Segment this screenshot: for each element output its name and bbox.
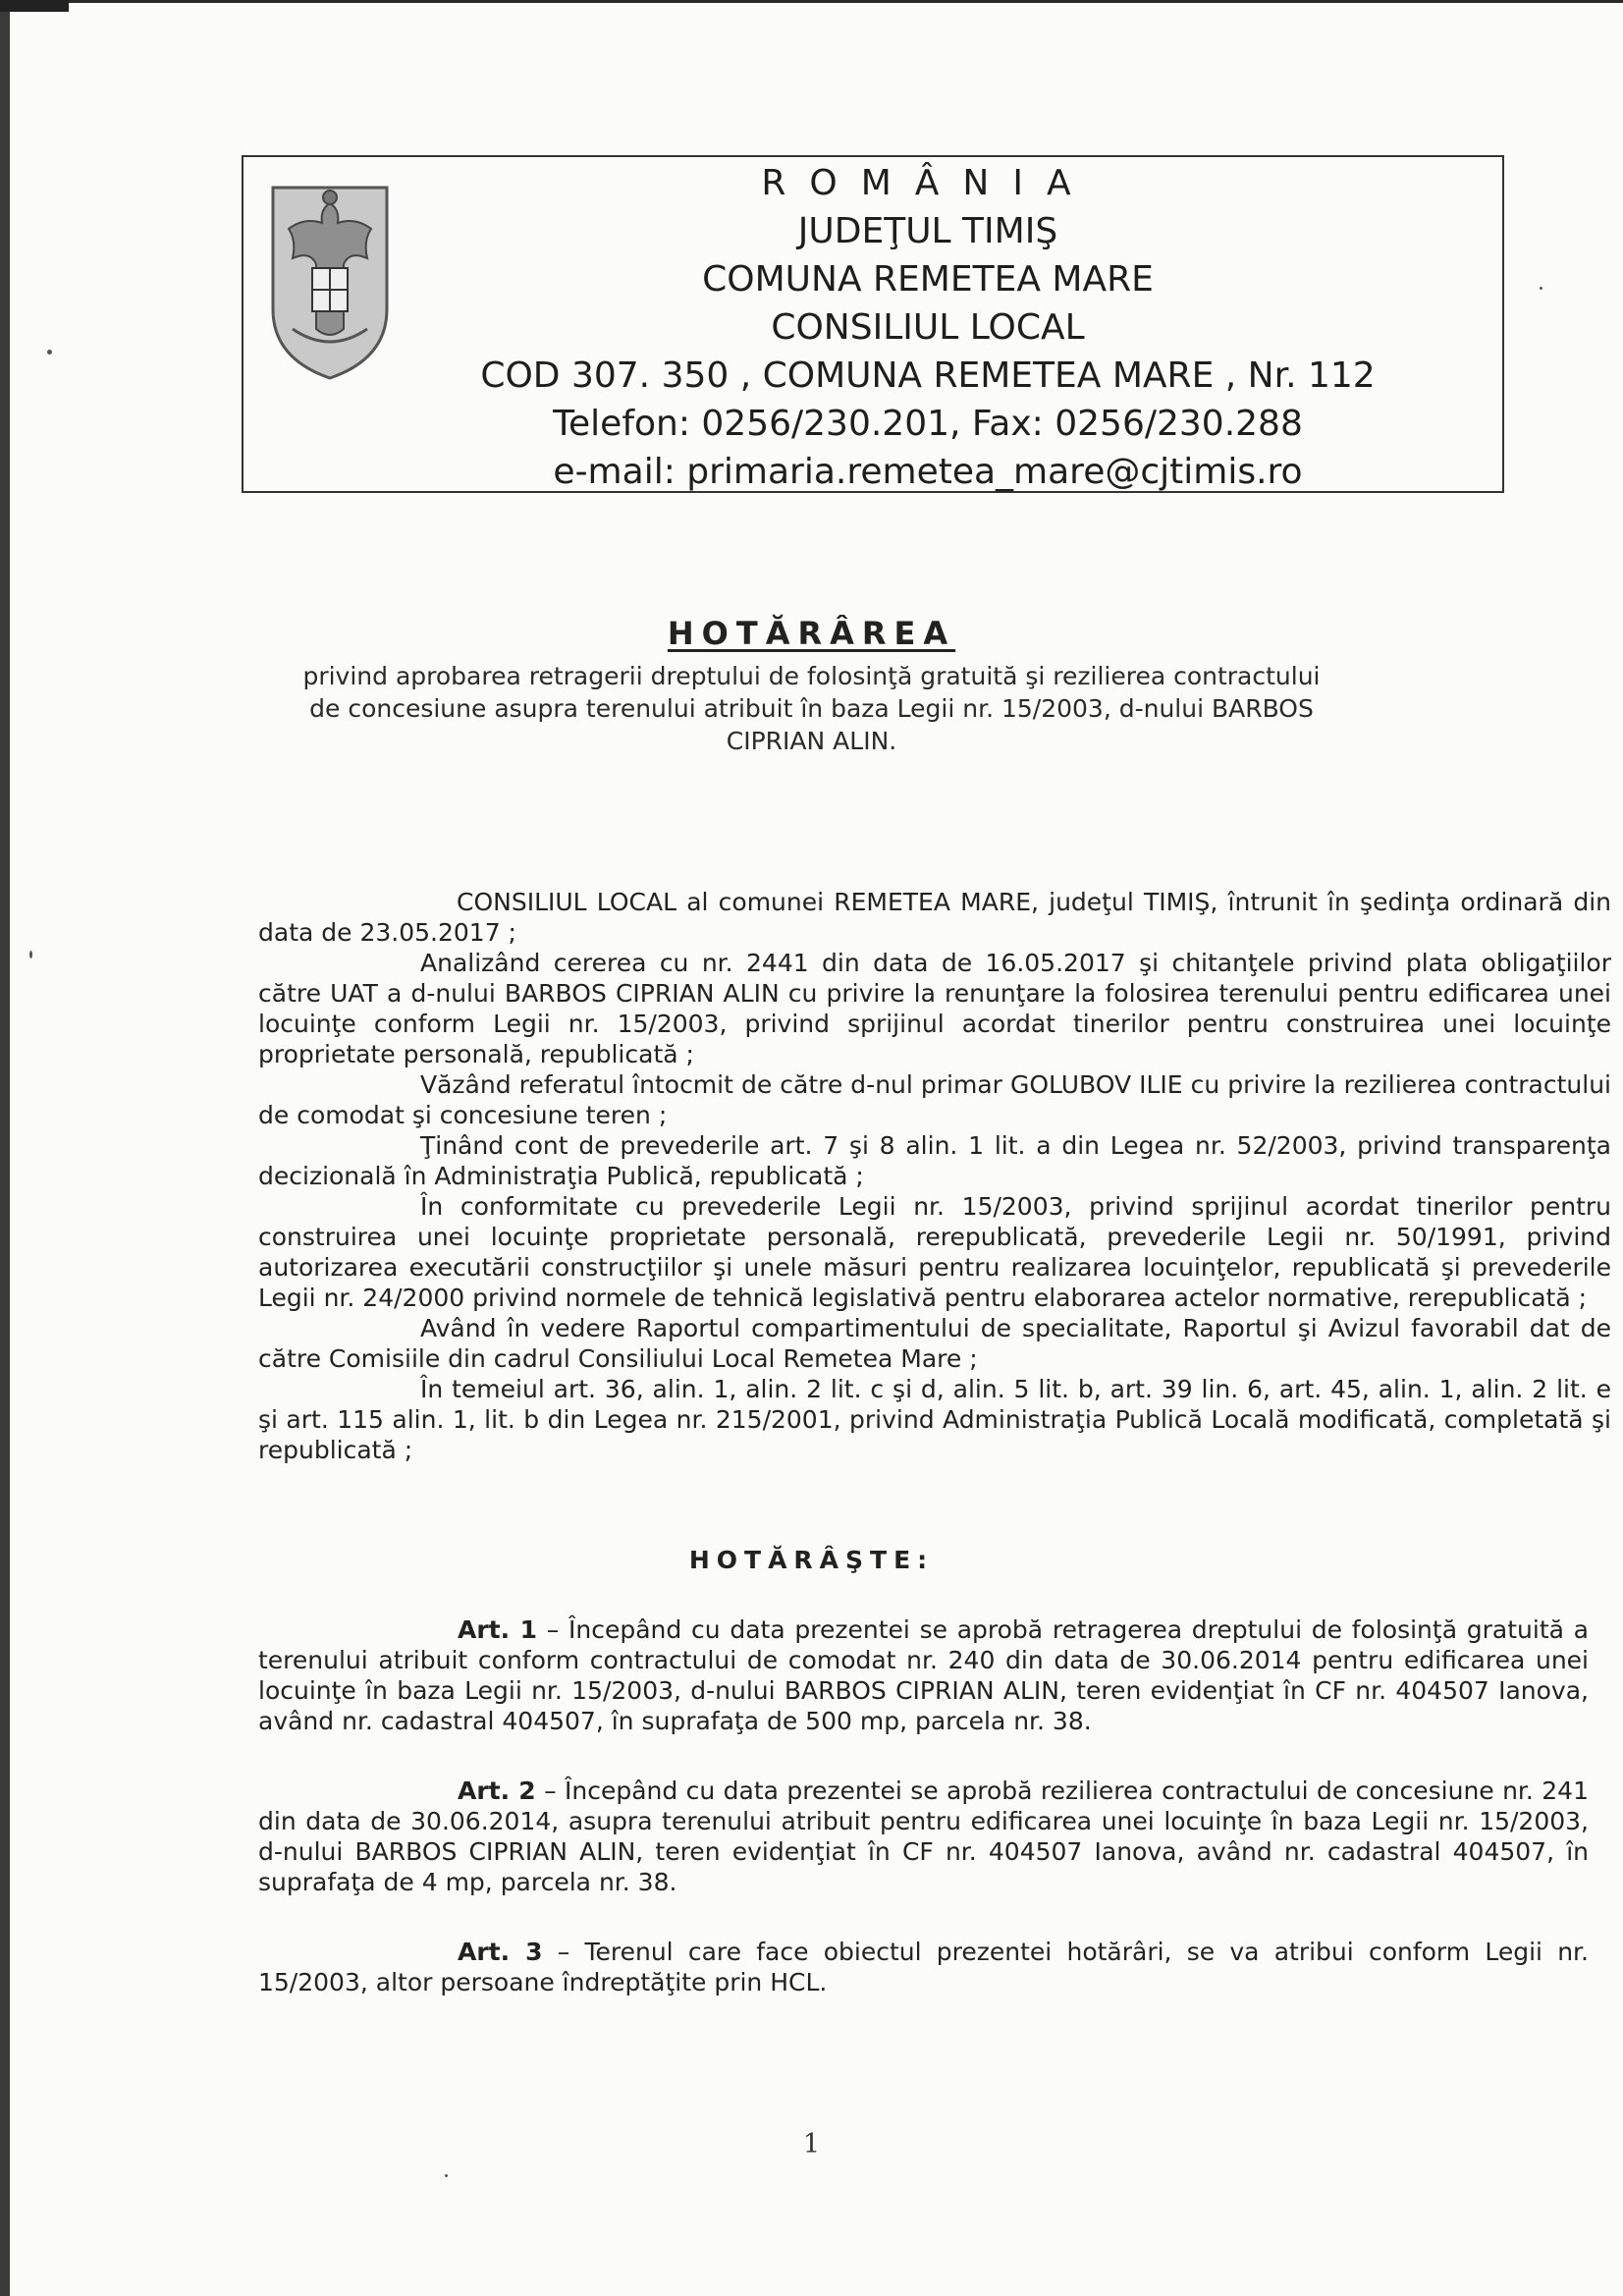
scan-speck xyxy=(29,951,32,958)
preamble-paragraph: În temeiul art. 36, alin. 1, alin. 2 lit. c şi d, alin. 5 lit. b, art. 39 lin. 6, art. 45, alin. 1, alin. 2 lit. e şi art. 115 alin. 1, lit. b din Legea nr. 215/2001, privind Administraţia Publică Locală modificată, completată şi republicată ; xyxy=(258,1375,1611,1464)
preamble xyxy=(258,887,1611,1465)
article-label: Art. 1 xyxy=(458,1615,538,1644)
article-2 xyxy=(258,1776,1589,1897)
article-1 xyxy=(258,1614,1589,1736)
council-name: CONSILIUL LOCAL xyxy=(771,307,1085,348)
preamble-paragraph: Ţinând cont de prevederile art. 7 şi 8 alin. 1 lit. a din Legea nr. 52/2003, privind transparenţa decizională în Administraţia Publică, republicată ; xyxy=(258,1131,1611,1190)
scan-edge-left xyxy=(0,0,10,2296)
page-number: 1 xyxy=(802,2129,821,2159)
article-text: – Începând cu data prezentei se aprobă rezilierea contractului de concesiune nr. 241 din data de 30.06.2014, asupra terenului atribuit pentru edificarea unei locuinţe în baza Legii nr. 15/2003, d-nului BARBOS CIPRIAN ALIN, teren evidenţiat în CF nr. 404507 Ianova, având nr. cadastral 404507, în suprafaţa de 4 mp, parcela nr. 38. xyxy=(258,1777,1589,1896)
article-label: Art. 3 xyxy=(458,1938,543,1966)
letterhead xyxy=(422,159,1434,496)
article-text: – Terenul care face obiectul prezentei hotărâri, se va atribui conform Legii nr. 15/2003, altor persoane îndreptăţite prin HCL. xyxy=(258,1938,1589,1996)
article-3 xyxy=(258,1937,1589,1997)
romanian-coat-of-arms-icon xyxy=(263,182,397,382)
preamble-paragraph: Văzând referatul întocmit de către d-nul primar GOLUBOV ILIE cu privire la rezilierea contractului de comodat şi concesiune teren ; xyxy=(258,1070,1611,1129)
phone-fax: Telefon: 0256/230.201, Fax: 0256/230.288 xyxy=(553,404,1303,444)
article-label: Art. 2 xyxy=(458,1777,536,1805)
postal-address: COD 307. 350 , COMUNA REMETEA MARE , Nr. 112 xyxy=(480,355,1376,396)
county-name: JUDEŢUL TIMIŞ xyxy=(797,211,1058,251)
document-subtitle: privind aprobarea retragerii dreptului de folosinţă gratuită şi rezilierea contractului de concesiune asupra terenului atribuit în baza Legii nr. 15/2003, d-nului BARBOS CIPRIAN ALIN. xyxy=(302,662,1321,755)
commune-name: COMUNA REMETEA MARE xyxy=(702,259,1154,300)
scan-speck xyxy=(47,350,52,355)
scan-speck xyxy=(1540,287,1542,290)
decides-heading: HOTĂRÂŞTE: xyxy=(688,1546,935,1574)
preamble-paragraph: Având în vedere Raportul compartimentului de specialitate, Raportul şi Avizul favorabil dat de către Comisiile din cadrul Consiliului Local Remetea Mare ; xyxy=(258,1314,1611,1373)
scan-speck xyxy=(445,2174,448,2177)
scan-edge-top xyxy=(0,0,1623,3)
document-title xyxy=(0,615,1623,652)
document-title-text: HOTĂRÂREA xyxy=(667,615,956,652)
email-address: e-mail: primaria.remetea_mare@cjtimis.ro xyxy=(553,452,1303,492)
country-name: ROMÂNIA xyxy=(761,163,1095,203)
preamble-paragraph: În conformitate cu prevederile Legii nr. 15/2003, privind sprijinul acordat tinerilor pentru construirea unei locuinţe proprietate personală, rerepublicată, prevederile Legii nr. 50/1991, privind autorizarea executării construcţiilor şi unele măsuri pentru realizarea locuinţelor, republicată şi prevederile Legii nr. 24/2000 privind normele de tehnică legislativă pentru elaborarea actelor normative, rerepublicată ; xyxy=(258,1192,1611,1312)
articles xyxy=(258,1614,1589,2037)
preamble-paragraph: Analizând cererea cu nr. 2441 din data de 16.05.2017 şi chitanţele privind plata obligaţiilor către UAT a d-nului BARBOS CIPRIAN ALIN cu privire la renunţare la folosirea terenului pentru edificarea unei locuinţe conform Legii nr. 15/2003, privind sprijinul acordat tinerilor pentru construirea unei locuinţe proprietate personală, republicată ; xyxy=(258,949,1611,1068)
article-text: – Începând cu data prezentei se aprobă retragerea dreptului de folosinţă gratuită a terenului atribuit conform contractului de comodat nr. 240 din data de 30.06.2014 pentru edificarea unei locuinţe în baza Legii nr. 15/2003, d-nului BARBOS CIPRIAN ALIN, teren evidenţiat în CF nr. 404507 Ianova, având nr. cadastral 404507, în suprafaţa de 500 mp, parcela nr. 38. xyxy=(258,1615,1590,1735)
scan-corner xyxy=(0,0,69,12)
preamble-paragraph: CONSILIUL LOCAL al comunei REMETEA MARE, judeţul TIMIŞ, întrunit în şedinţa ordinară din data de 23.05.2017 ; xyxy=(258,888,1611,947)
